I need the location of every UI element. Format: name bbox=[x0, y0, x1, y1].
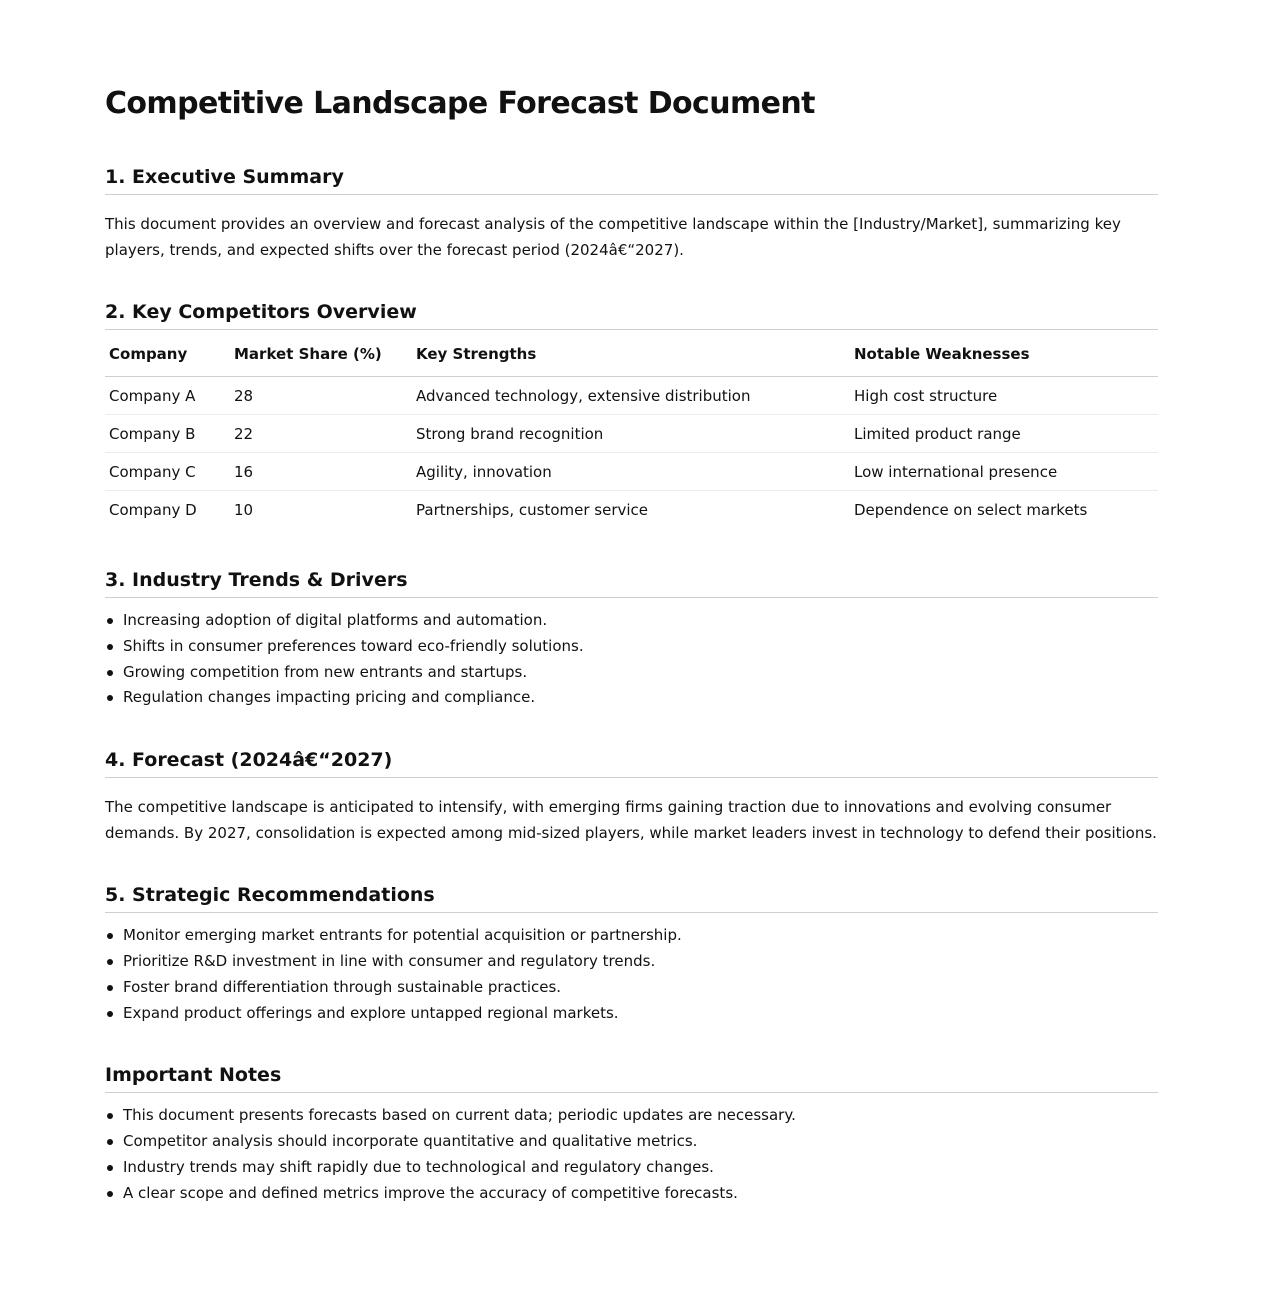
section-strategic-recommendations bbox=[105, 882, 1158, 1026]
table-cell: 22 bbox=[230, 415, 412, 453]
list-item: Increasing adoption of digital platforms and automation. bbox=[123, 608, 1158, 634]
list-item: This document presents forecasts based on current data; periodic updates are necessary. bbox=[123, 1103, 1158, 1129]
list-item: Monitor emerging market entrants for potential acquisition or partnership. bbox=[123, 923, 1158, 949]
list-item: Regulation changes impacting pricing and compliance. bbox=[123, 685, 1158, 711]
document-title: Competitive Landscape Forecast Document bbox=[105, 86, 815, 121]
table-header-row bbox=[105, 331, 1158, 377]
table-cell: 10 bbox=[234, 500, 254, 519]
table-cell: Partnerships, customer service bbox=[416, 500, 649, 519]
section-key-competitors bbox=[105, 299, 1158, 528]
table-cell: 16 bbox=[230, 453, 412, 491]
table-row bbox=[105, 415, 1158, 453]
document-page bbox=[105, 0, 1158, 1207]
list-item: A clear scope and defined metrics improve the accuracy of competitive forecasts. bbox=[123, 1181, 1158, 1207]
forecast-text: The competitive landscape is anticipated to intensify, with emerging firms gaining traction due to innovations and evolving consumer demands. By 2027, consolidation is expected among mid-sized players, while market leaders invest in technology to defend their positions. bbox=[105, 798, 1157, 842]
section-forecast bbox=[105, 747, 1158, 846]
table-cell: Company B bbox=[105, 415, 230, 453]
trends-list bbox=[105, 608, 1158, 711]
table-row bbox=[105, 491, 1158, 529]
table-cell: Company C bbox=[105, 453, 230, 491]
recommendations-list bbox=[105, 923, 1158, 1026]
table-cell: Company D bbox=[109, 500, 197, 519]
list-item: Shifts in consumer preferences toward eco-friendly solutions. bbox=[123, 634, 1158, 660]
list-item: Expand product offerings and explore untapped regional markets. bbox=[123, 1001, 1158, 1027]
section-heading: 1. Executive Summary bbox=[105, 164, 1158, 195]
table-cell: High cost structure bbox=[850, 377, 1158, 415]
column-header: Notable Weaknesses bbox=[850, 331, 1158, 377]
column-header: Company bbox=[105, 331, 230, 377]
table-cell: Company A bbox=[105, 377, 230, 415]
column-header: Key Strengths bbox=[412, 331, 850, 377]
section-executive-summary bbox=[105, 164, 1158, 263]
section-heading: 4. Forecast (2024â€“2027) bbox=[105, 747, 1158, 778]
table-cell: Low international presence bbox=[850, 453, 1158, 491]
notes-list bbox=[105, 1103, 1158, 1206]
section-industry-trends bbox=[105, 567, 1158, 711]
section-heading: Important Notes bbox=[105, 1062, 1158, 1093]
table-row bbox=[105, 377, 1158, 415]
competitors-table bbox=[105, 331, 1158, 528]
list-item: Competitor analysis should incorporate quantitative and qualitative metrics. bbox=[123, 1129, 1158, 1155]
section-heading: 2. Key Competitors Overview bbox=[105, 299, 1158, 330]
table-cell: Dependence on select markets bbox=[854, 500, 1088, 519]
table-cell: Limited product range bbox=[850, 415, 1158, 453]
column-header: Market Share (%) bbox=[230, 331, 412, 377]
table-cell: Agility, innovation bbox=[412, 453, 850, 491]
list-item: Prioritize R&D investment in line with consumer and regulatory trends. bbox=[123, 949, 1158, 975]
section-important-notes bbox=[105, 1062, 1158, 1206]
table-row bbox=[105, 453, 1158, 491]
section-heading: 3. Industry Trends & Drivers bbox=[105, 567, 1158, 598]
list-item: Growing competition from new entrants and startups. bbox=[123, 660, 1158, 686]
section-heading: 5. Strategic Recommendations bbox=[105, 882, 1158, 913]
table-cell: Advanced technology, extensive distribution bbox=[412, 377, 850, 415]
list-item: Foster brand differentiation through sustainable practices. bbox=[123, 975, 1158, 1001]
list-item: Industry trends may shift rapidly due to technological and regulatory changes. bbox=[123, 1155, 1158, 1181]
table-cell: Strong brand recognition bbox=[412, 415, 850, 453]
executive-summary-text: This document provides an overview and forecast analysis of the competitive landscape within the [Industry/Market], summarizing key players, trends, and expected shifts over the forecast period (2024â€“2027). bbox=[105, 215, 1121, 259]
table-cell: 28 bbox=[230, 377, 412, 415]
